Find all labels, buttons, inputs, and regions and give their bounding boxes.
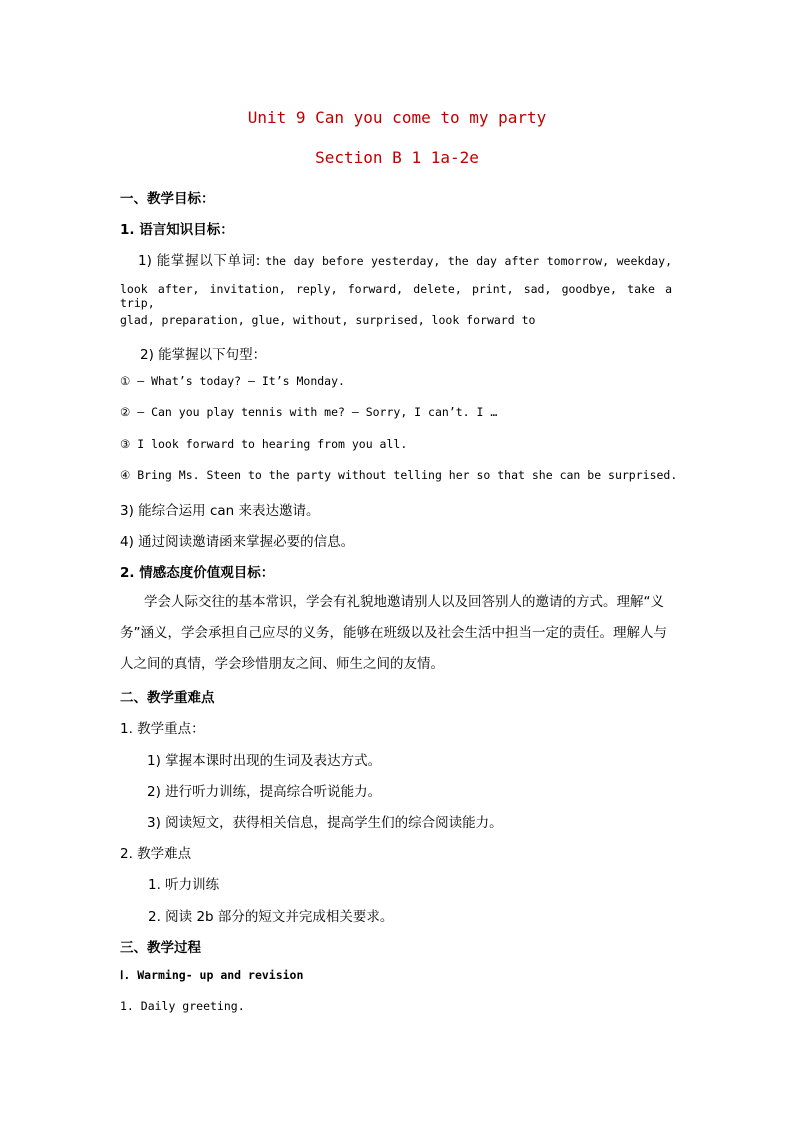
section-heading-key-points: 二、教学重难点 [120,690,215,706]
focus-item-3: 3) 阅读短文，获得相关信息，提高学生们的综合阅读能力。 [147,815,503,831]
objective-item-4: 4) 通过阅读邀请函来掌握必要的信息。 [120,534,355,550]
subheading-knowledge: 1. 语言知识目标： [120,222,234,238]
vocab-label: 1) 能掌握以下单词: [138,253,266,269]
objective-item-3: 3) 能综合运用 can 来表达邀请。 [120,503,320,519]
subheading-difficulty: 2. 教学难点 [120,846,192,862]
sentence-pattern-3: ③ I look forward to hearing from you all. [120,437,408,451]
sentence-patterns-label: 2) 能掌握以下句型： [140,347,267,363]
attitude-paragraph: 学会人际交往的基本常识，学会有礼貌地邀请别人以及回答别人的邀请的方式。理解“义务”涵义，学会承担自己应尽的义务，能够在班级以及社会生活中担当一定的责任。理解人与人之间的真情，学会珍惜朋友之间、师生之间的友情。 [120,594,667,672]
section-heading-process: 三、教学过程 [120,940,201,956]
document-subtitle: Section B 1 1a-2e [315,148,479,167]
sentence-pattern-1: ① — What’s today? — It’s Monday. [120,374,345,388]
vocab-line-2: look after, invitation, reply, forward, delete, print, sad, goodbye, take a trip, [120,282,672,310]
focus-item-1: 1) 掌握本课时出现的生词及表达方式。 [147,753,382,769]
difficulty-item-2: 2. 阅读 2b 部分的短文并完成相关要求。 [148,909,394,925]
vocab-words-a: the day before yesterday, the day after tomorrow, weekday, [265,254,672,268]
vocab-line-1 [120,249,672,269]
vocab-line-3: glad, preparation, glue, without, surprised, look forward to [120,313,536,327]
sentence-pattern-4: ④ Bring Ms. Steen to the party without telling her so that she can be surprised. [120,468,678,482]
process-item-daily-greeting: 1. Daily greeting. [120,999,245,1013]
subheading-attitude: 2. 情感态度价值观目标： [120,565,275,581]
document-title: Unit 9 Can you come to my party [247,108,547,127]
focus-item-2: 2) 进行听力训练，提高综合听说能力。 [147,784,382,800]
difficulty-item-1: 1. 听力训练 [148,877,220,893]
subheading-focus: 1. 教学重点： [120,721,205,737]
sentence-pattern-2: ② — Can you play tennis with me? — Sorry, I can’t. I … [120,405,498,419]
section-heading-objectives: 一、教学目标： [120,191,215,207]
process-step-warming-up: Ⅰ. Warming- up and revision [120,968,304,982]
